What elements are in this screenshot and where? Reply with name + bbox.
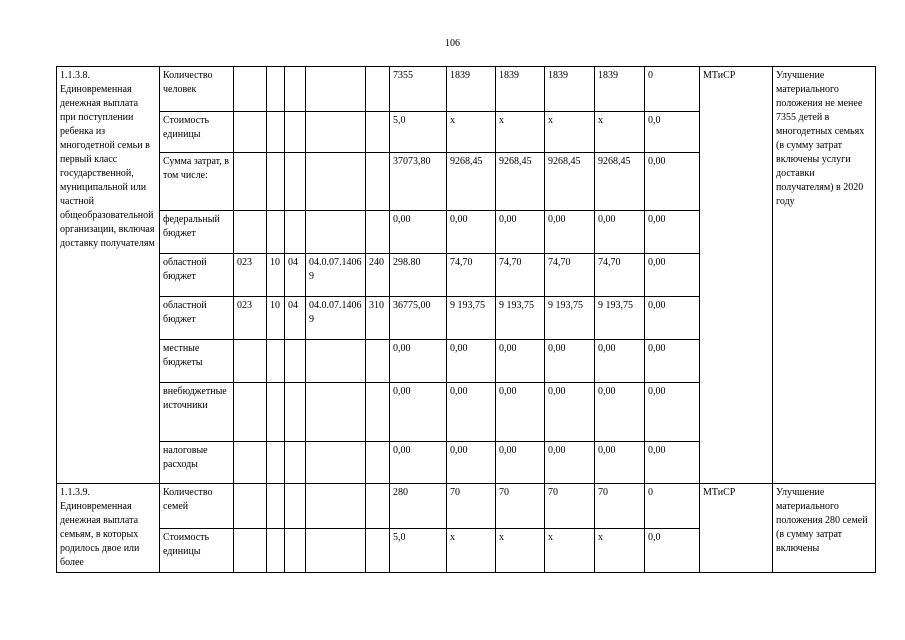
rz-cell [267,340,285,383]
rz-cell [267,484,285,529]
extra-cell: 0,00 [645,211,700,254]
pr-cell [285,67,306,112]
grbs-cell: 023 [234,297,267,340]
csr-cell [306,484,366,529]
grbs-cell [234,67,267,112]
csr-cell [306,67,366,112]
indicator-cell: налоговые расходы [160,442,234,484]
total-cell: 5,0 [390,528,447,573]
q3-cell: 0,00 [545,442,595,484]
vr-cell [366,112,390,153]
total-cell: 37073,80 [390,153,447,211]
q3-cell: 70 [545,484,595,529]
q2-cell: 74,70 [496,254,545,297]
total-cell: 298.80 [390,254,447,297]
q4-cell: 0,00 [595,442,645,484]
extra-cell: 0,00 [645,297,700,340]
pr-cell [285,383,306,442]
pr-cell [285,528,306,573]
extra-cell: 0,00 [645,340,700,383]
pr-cell [285,153,306,211]
result-cell: Улучшение материального положения не менее 7355 детей в многодетных семьях (в сумму затрат включены услуги доставки получателям) в 2020 году [773,67,876,484]
total-cell: 36775,00 [390,297,447,340]
pr-cell [285,484,306,529]
grbs-cell [234,484,267,529]
q4-cell: 0,00 [595,383,645,442]
extra-cell: 0,0 [645,112,700,153]
indicator-cell: внебюджетные источники [160,383,234,442]
csr-cell [306,153,366,211]
vr-cell [366,211,390,254]
extra-cell: 0,00 [645,254,700,297]
q3-cell: 1839 [545,67,595,112]
q3-cell: х [545,112,595,153]
q4-cell: 1839 [595,67,645,112]
q4-cell: х [595,112,645,153]
vr-cell [366,442,390,484]
vr-cell [366,340,390,383]
q1-cell: 74,70 [447,254,496,297]
q1-cell: 0,00 [447,442,496,484]
csr-cell [306,211,366,254]
q1-cell: х [447,112,496,153]
indicator-cell: Стоимость единицы [160,528,234,573]
indicator-cell: Количество семей [160,484,234,529]
csr-cell: 04.0.07.14069 [306,297,366,340]
vr-cell [366,484,390,529]
q2-cell: 0,00 [496,211,545,254]
vr-cell: 240 [366,254,390,297]
rz-cell [267,67,285,112]
extra-cell: 0,00 [645,153,700,211]
total-cell: 0,00 [390,383,447,442]
indicator-cell: областной бюджет [160,254,234,297]
rz-cell [267,112,285,153]
q4-cell: 74,70 [595,254,645,297]
indicator-cell: областной бюджет [160,297,234,340]
q2-cell: х [496,528,545,573]
grbs-cell [234,211,267,254]
total-cell: 5,0 [390,112,447,153]
q4-cell: 70 [595,484,645,529]
total-cell: 0,00 [390,340,447,383]
vr-cell [366,153,390,211]
q1-cell: х [447,528,496,573]
csr-cell [306,442,366,484]
budget-table [56,66,876,573]
csr-cell [306,383,366,442]
rz-cell [267,528,285,573]
executor-cell: МТиСР [700,67,773,484]
indicator-cell: Сумма затрат, в том числе: [160,153,234,211]
pr-cell [285,211,306,254]
grbs-cell [234,153,267,211]
rz-cell [267,442,285,484]
q4-cell: 9268,45 [595,153,645,211]
extra-cell: 0,00 [645,442,700,484]
grbs-cell [234,383,267,442]
result-cell: Улучшение материального положения 280 семей (в сумму затрат включены [773,484,876,573]
q3-cell: 0,00 [545,383,595,442]
rz-cell [267,153,285,211]
q3-cell: 74,70 [545,254,595,297]
q4-cell: 0,00 [595,340,645,383]
pr-cell: 04 [285,297,306,340]
q4-cell: х [595,528,645,573]
q3-cell: 9 193,75 [545,297,595,340]
pr-cell [285,112,306,153]
q1-cell: 0,00 [447,383,496,442]
extra-cell: 0,00 [645,383,700,442]
rz-cell [267,211,285,254]
q2-cell: х [496,112,545,153]
q2-cell: 0,00 [496,442,545,484]
pr-cell [285,340,306,383]
extra-cell: 0 [645,67,700,112]
q1-cell: 9 193,75 [447,297,496,340]
csr-cell: 04.0.07.14069 [306,254,366,297]
indicator-cell: местные бюджеты [160,340,234,383]
rz-cell: 10 [267,254,285,297]
table-row [57,67,876,112]
indicator-cell: Стоимость единицы [160,112,234,153]
csr-cell [306,112,366,153]
measure-name: 1.1.3.8. Единовременная денежная выплата при поступлении ребенка из многодетной семьи в первый класс государственной, муниципальной или частной общеобразовательной организации, включая доставку получателям [57,67,160,484]
total-cell: 0,00 [390,442,447,484]
q1-cell: 70 [447,484,496,529]
csr-cell [306,528,366,573]
rz-cell [267,383,285,442]
q1-cell: 0,00 [447,211,496,254]
q1-cell: 0,00 [447,340,496,383]
vr-cell: 310 [366,297,390,340]
extra-cell: 0 [645,484,700,529]
q2-cell: 9 193,75 [496,297,545,340]
q2-cell: 0,00 [496,340,545,383]
total-cell: 7355 [390,67,447,112]
grbs-cell [234,528,267,573]
pr-cell [285,442,306,484]
page-number: 106 [445,38,460,49]
executor-cell: МТиСР [700,484,773,573]
q3-cell: 9268,45 [545,153,595,211]
grbs-cell [234,442,267,484]
total-cell: 280 [390,484,447,529]
grbs-cell: 023 [234,254,267,297]
grbs-cell [234,112,267,153]
grbs-cell [234,340,267,383]
q1-cell: 9268,45 [447,153,496,211]
extra-cell: 0,0 [645,528,700,573]
indicator-cell: федеральный бюджет [160,211,234,254]
q2-cell: 1839 [496,67,545,112]
q2-cell: 0,00 [496,383,545,442]
vr-cell [366,67,390,112]
q3-cell: х [545,528,595,573]
indicator-cell: Количество человек [160,67,234,112]
total-cell: 0,00 [390,211,447,254]
q4-cell: 9 193,75 [595,297,645,340]
q2-cell: 9268,45 [496,153,545,211]
rz-cell: 10 [267,297,285,340]
q2-cell: 70 [496,484,545,529]
vr-cell [366,528,390,573]
q3-cell: 0,00 [545,340,595,383]
q4-cell: 0,00 [595,211,645,254]
csr-cell [306,340,366,383]
table-row [57,484,876,529]
vr-cell [366,383,390,442]
measure-name: 1.1.3.9. Единовременная денежная выплата семьям, в которых родилось двое или более [57,484,160,573]
q1-cell: 1839 [447,67,496,112]
pr-cell: 04 [285,254,306,297]
q3-cell: 0,00 [545,211,595,254]
